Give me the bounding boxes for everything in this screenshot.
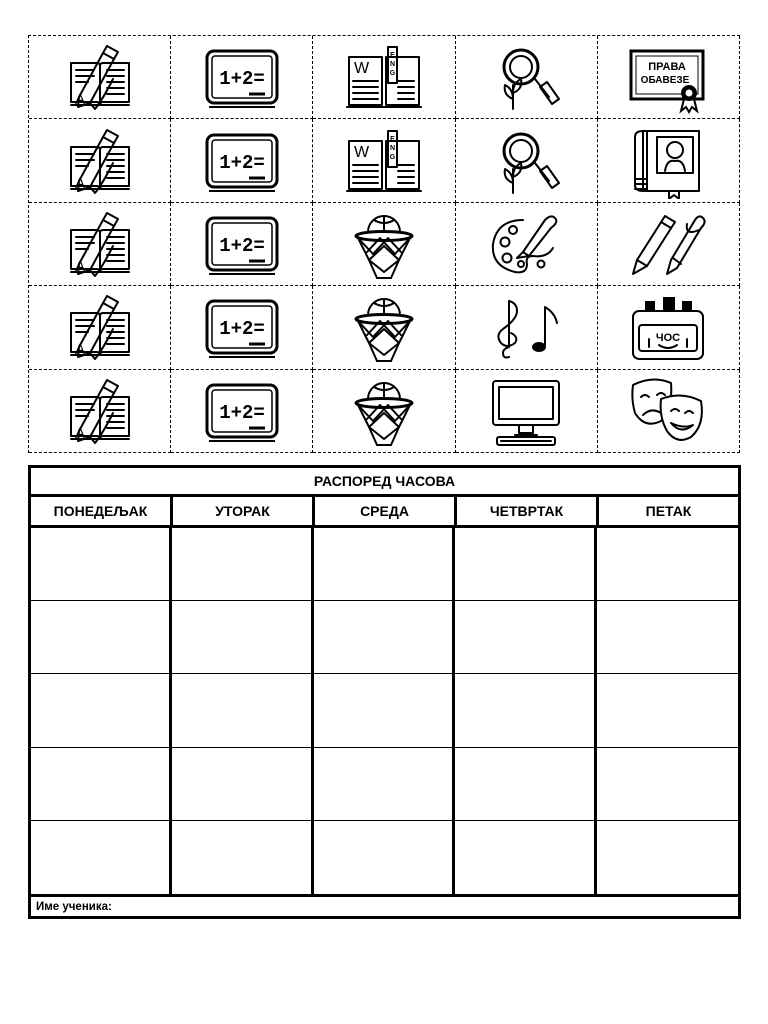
timetable-slot-r5-c3[interactable] xyxy=(314,821,455,894)
timetable-slot-r3-c4[interactable] xyxy=(455,674,596,747)
timetable-slot-r2-c4[interactable] xyxy=(455,601,596,674)
timetable-slots xyxy=(31,528,738,897)
svg-text:W: W xyxy=(353,60,370,78)
timetable-slot-r2-c3[interactable] xyxy=(314,601,455,674)
student-name-field[interactable]: Име ученика: xyxy=(36,900,112,913)
pencil-pen-icon xyxy=(625,206,711,282)
svg-text:1+2=: 1+2= xyxy=(218,401,265,424)
icon-card-r3-c2 xyxy=(171,203,313,286)
timetable-slot-r4-c4[interactable] xyxy=(455,748,596,821)
svg-text:A: A xyxy=(74,91,85,109)
timetable-day-headers xyxy=(31,497,738,528)
writing-book-icon xyxy=(57,206,143,282)
english-dictionary-icon xyxy=(341,123,427,199)
icon-card-r5-c4 xyxy=(456,370,598,453)
timetable-slot-r3-c2[interactable] xyxy=(172,674,313,747)
svg-text:G: G xyxy=(389,153,396,161)
svg-text:N: N xyxy=(389,144,396,152)
nature-magnifier-icon xyxy=(483,123,569,199)
icon-card-r2-c4 xyxy=(456,119,598,202)
day-header-5: ПЕТАК xyxy=(645,503,692,519)
basketball-hoop-icon xyxy=(341,206,427,282)
math-board-icon xyxy=(199,39,285,115)
svg-text:1+2=: 1+2= xyxy=(218,234,265,257)
timetable-slot-r4-c2[interactable] xyxy=(172,748,313,821)
timetable-slot-r3-c5[interactable] xyxy=(597,674,738,747)
timetable-slot-r2-c1[interactable] xyxy=(31,601,172,674)
computer-icon xyxy=(483,373,569,449)
icon-card-r3-c3 xyxy=(313,203,455,286)
writing-book-icon xyxy=(57,123,143,199)
religion-book-icon xyxy=(625,123,711,199)
art-palette-icon xyxy=(483,206,569,282)
svg-text:ЧОС: ЧОС xyxy=(656,332,681,345)
nature-magnifier-icon xyxy=(483,39,569,115)
icon-card-r3-c4 xyxy=(456,203,598,286)
civic-certificate-icon xyxy=(625,39,711,115)
basketball-hoop-icon xyxy=(341,289,427,365)
timetable-slot-r1-c5[interactable] xyxy=(597,528,738,601)
timetable-title: РАСПОРЕД ЧАСОВА xyxy=(31,468,738,497)
icon-card-r4-c3 xyxy=(313,286,455,369)
svg-text:1+2=: 1+2= xyxy=(218,318,265,341)
icon-card-r2-c1 xyxy=(29,119,171,202)
english-dictionary-icon xyxy=(341,39,427,115)
icon-card-r5-c5 xyxy=(598,370,740,453)
timetable-slot-r4-c5[interactable] xyxy=(597,748,738,821)
timetable-slot-r5-c4[interactable] xyxy=(455,821,596,894)
theatre-masks-icon xyxy=(625,373,711,449)
class-hour-box-icon xyxy=(625,289,711,365)
math-board-icon xyxy=(199,123,285,199)
svg-text:ОБАВЕЗЕ: ОБАВЕЗЕ xyxy=(641,75,690,87)
writing-book-icon xyxy=(57,39,143,115)
icon-card-r4-c2 xyxy=(171,286,313,369)
icon-card-r5-c3 xyxy=(313,370,455,453)
timetable-slot-r5-c2[interactable] xyxy=(172,821,313,894)
math-board-icon xyxy=(199,373,285,449)
writing-book-icon xyxy=(57,373,143,449)
svg-text:A: A xyxy=(74,424,85,442)
timetable-slot-r4-c3[interactable] xyxy=(314,748,455,821)
icon-card-r3-c1 xyxy=(29,203,171,286)
icon-card-r1-c3 xyxy=(313,36,455,119)
timetable-slot-r4-c1[interactable] xyxy=(31,748,172,821)
icon-card-r5-c1 xyxy=(29,370,171,453)
day-header-2: УТОРАК xyxy=(173,497,315,525)
writing-book-icon xyxy=(57,289,143,365)
svg-text:A: A xyxy=(74,341,85,359)
svg-text:E: E xyxy=(390,52,395,60)
svg-text:1+2=: 1+2= xyxy=(218,68,265,91)
math-board-icon xyxy=(199,289,285,365)
icon-card-r3-c5 xyxy=(598,203,740,286)
svg-text:ПРАВА: ПРАВА xyxy=(648,61,687,74)
timetable-slot-r1-c1[interactable] xyxy=(31,528,172,601)
svg-text:G: G xyxy=(389,70,396,78)
timetable-slot-r1-c4[interactable] xyxy=(455,528,596,601)
icon-card-r2-c5 xyxy=(598,119,740,202)
day-header-1: ПОНЕДЕЉАК xyxy=(31,497,173,525)
icon-card-r2-c2 xyxy=(171,119,313,202)
timetable-slot-r3-c1[interactable] xyxy=(31,674,172,747)
cutout-icon-grid xyxy=(28,35,740,453)
icon-card-r5-c2 xyxy=(171,370,313,453)
timetable-slot-r5-c1[interactable] xyxy=(31,821,172,894)
icon-card-r4-c1 xyxy=(29,286,171,369)
timetable-slot-r3-c3[interactable] xyxy=(314,674,455,747)
icon-card-r1-c4 xyxy=(456,36,598,119)
math-board-icon xyxy=(199,206,285,282)
svg-text:E: E xyxy=(390,135,395,143)
svg-text:W: W xyxy=(353,143,370,161)
timetable-slot-r1-c3[interactable] xyxy=(314,528,455,601)
timetable-slot-r2-c2[interactable] xyxy=(172,601,313,674)
basketball-hoop-icon xyxy=(341,373,427,449)
svg-text:A: A xyxy=(74,174,85,192)
icon-card-r1-c5 xyxy=(598,36,740,119)
icon-card-r1-c2 xyxy=(171,36,313,119)
day-header-3: СРЕДА xyxy=(315,497,457,525)
svg-text:N: N xyxy=(389,61,396,69)
icon-card-r2-c3 xyxy=(313,119,455,202)
music-notes-icon xyxy=(483,289,569,365)
icon-card-r1-c1 xyxy=(29,36,171,119)
timetable-slot-r2-c5[interactable] xyxy=(597,601,738,674)
timetable xyxy=(28,465,741,919)
icon-card-r4-c4 xyxy=(456,286,598,369)
timetable-slot-r5-c5[interactable] xyxy=(597,821,738,894)
icon-card-r4-c5 xyxy=(598,286,740,369)
timetable-slot-r1-c2[interactable] xyxy=(172,528,313,601)
day-header-4: ЧЕТВРТАК xyxy=(457,497,599,525)
svg-text:1+2=: 1+2= xyxy=(218,151,265,174)
svg-text:A: A xyxy=(74,257,85,275)
